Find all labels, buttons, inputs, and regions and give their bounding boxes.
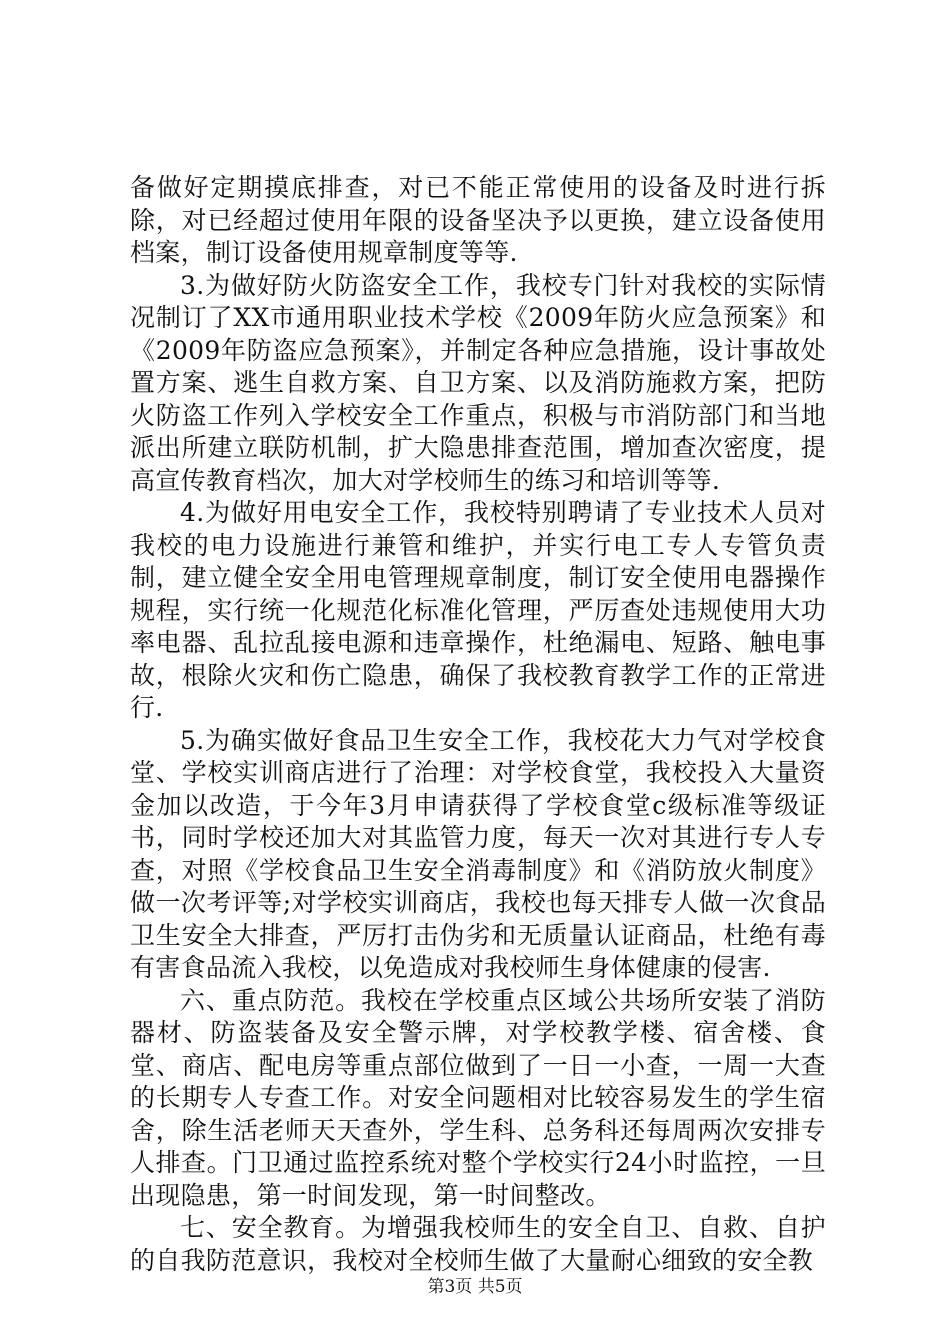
paragraph-6: 七、安全教育。为增强我校师生的安全自卫、自救、自护的自我防范意识，我校对全校师生做了大量耐心细致的安全教 [130,1213,826,1275]
paragraph-4: 5.为确实做好食品卫生安全工作，我校花大力气对学校食堂、学校实训商店进行了治理：对学校食堂，我校投入大量资金加以改造，于今年3月申请获得了学校食堂c级标准等级证书，同时学校还加大对其监管力度，每天一次对其进行专人专查，对照《学校食品卫生安全消毒制度》和《消防放火制度》做一次考评等;对学校实训商店，我校也每天排专人做一次食品卫生安全大排查，严厉打击伪劣和无质量认证商品，杜绝有毒有害食品流入我校，以免造成对我校师生身体健康的侵害. [130,725,826,982]
document-body [130,172,826,1277]
paragraph-5: 六、重点防范。我校在学校重点区域公共场所安装了消防器材、防盗装备及安全警示牌，对学校教学楼、宿舍楼、食堂、商店、配电房等重点部位做到了一日一小查，一周一大查的长期专人专查工作。对安全问题相对比较容易发生的学生宿舍，除生活老师天天查外，学生科、总务科还每周两次安排专人排查。门卫通过监控系统对整个学校实行24小时监控，一旦出现隐患，第一时间发现，第一时间整改。 [130,985,826,1210]
paragraph-2: 3.为做好防火防盗安全工作，我校专门针对我校的实际情况制订了XX市通用职业技术学校《2009年防火应急预案》和《2009年防盗应急预案》，并制定各种应急措施，设计事故处置方案、逃生自救方案、自卫方案、以及消防施救方案，把防火防盗工作列入学校安全工作重点，积极与市消防部门和当地派出所建立联防机制，扩大隐患排查范围，增加查次密度，提高宣传教育档次，加大对学校师生的练习和培训等等. [130,270,826,495]
paragraph-3: 4.为做好用电安全工作，我校特别聘请了专业技术人员对我校的电力设施进行兼管和维护，并实行电工专人专管负责制，建立健全安全用电管理规章制度，制订安全使用电器操作规程，实行统一化规范化标准化管理，严厉查处违规使用大功率电器、乱拉乱接电源和违章操作，杜绝漏电、短路、触电事故，根除火灾和伤亡隐患，确保了我校教育教学工作的正常进行. [130,498,826,722]
paragraph-1: 备做好定期摸底排查，对已不能正常使用的设备及时进行拆除，对已经超过使用年限的设备坚决予以更换，建立设备使用档案，制订设备使用规章制度等等. [130,173,826,267]
page-footer: 第3页 共5页 [427,1277,523,1297]
